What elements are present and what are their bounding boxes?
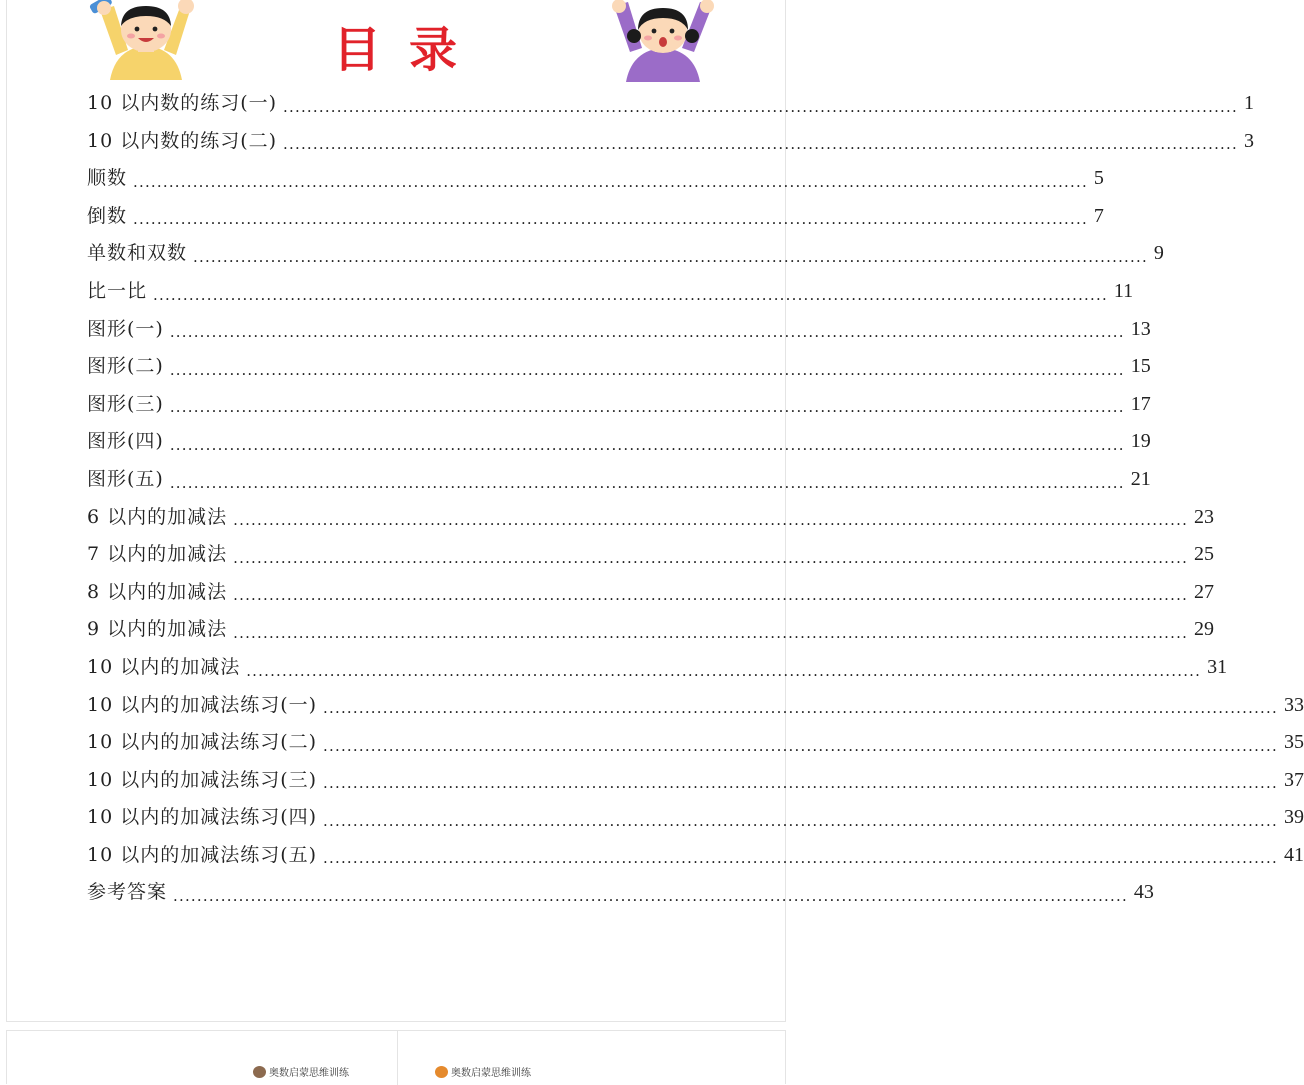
toc-entry-title: 倒数 bbox=[87, 204, 128, 227]
toc-entry[interactable] bbox=[87, 799, 1304, 837]
toc-entry-title: 顺数 bbox=[87, 167, 128, 190]
table-of-contents bbox=[87, 85, 1304, 912]
toc-entry[interactable] bbox=[87, 273, 1134, 311]
toc-entry-title: 10 以内的加减法练习(一) bbox=[87, 693, 318, 716]
page-divider bbox=[397, 1031, 398, 1085]
toc-entry-title: 6 以内的加减法 bbox=[87, 505, 228, 528]
toc-page-number: 11 bbox=[1113, 279, 1134, 302]
toc-page-number: 3 bbox=[1243, 129, 1254, 152]
toc-entry-title: 参考答案 bbox=[87, 881, 168, 904]
dot-leader: ································································································································································ bbox=[153, 289, 1108, 308]
toc-entry[interactable] bbox=[87, 386, 1151, 424]
dot-leader: ································································································································································ bbox=[173, 891, 1128, 910]
dot-leader: ································································································································································ bbox=[246, 665, 1202, 684]
toc-entry-title: 10 以内的加减法 bbox=[87, 655, 241, 678]
toc-entry-title: 图形(三) bbox=[87, 392, 164, 415]
toc-entry[interactable] bbox=[87, 499, 1215, 537]
toc-entry-title: 单数和双数 bbox=[87, 242, 188, 265]
toc-page-number: 17 bbox=[1130, 392, 1151, 415]
dot-leader: ································································································································································ bbox=[169, 364, 1125, 383]
toc-entry[interactable] bbox=[87, 574, 1215, 612]
tiger-icon bbox=[435, 1066, 448, 1078]
toc-entry[interactable] bbox=[87, 311, 1151, 349]
dot-leader: ································································································································································ bbox=[133, 214, 1088, 233]
dot-leader: ································································································································································ bbox=[233, 515, 1189, 534]
toc-entry[interactable] bbox=[87, 762, 1304, 800]
toc-page-number: 27 bbox=[1194, 580, 1215, 603]
toc-page-number: 1 bbox=[1243, 92, 1254, 114]
toc-entry-title: 图形(一) bbox=[87, 317, 164, 340]
toc-entry-title: 比一比 bbox=[87, 279, 148, 302]
toc-entry-title: 图形(五) bbox=[87, 467, 164, 490]
dot-leader: ································································································································································ bbox=[323, 740, 1278, 759]
toc-entry[interactable] bbox=[87, 724, 1304, 762]
toc-entry-title: 8 以内的加减法 bbox=[87, 580, 228, 603]
toc-entry[interactable] bbox=[87, 123, 1254, 161]
dot-leader: ································································································································································ bbox=[169, 439, 1125, 458]
dot-leader: ································································································································································ bbox=[283, 101, 1238, 120]
toc-page-number: 41 bbox=[1283, 843, 1304, 866]
toc-page-number: 35 bbox=[1283, 731, 1304, 754]
toc-entry-title: 10 以内数的练习(一) bbox=[87, 92, 278, 114]
toc-entry[interactable] bbox=[87, 536, 1215, 574]
toc-entry[interactable] bbox=[87, 198, 1104, 236]
toc-page-number: 39 bbox=[1283, 806, 1304, 829]
dot-leader: ································································································································································ bbox=[323, 853, 1278, 872]
toc-entry-title: 10 以内的加减法练习(三) bbox=[87, 768, 318, 791]
toc-entry[interactable] bbox=[87, 687, 1304, 725]
toc-entry-title: 10 以内的加减法练习(二) bbox=[87, 731, 318, 754]
dot-leader: ································································································································································ bbox=[323, 778, 1278, 797]
toc-page-number: 33 bbox=[1283, 693, 1304, 716]
toc-entry-title: 10 以内的加减法练习(五) bbox=[87, 843, 318, 866]
bear-icon bbox=[253, 1066, 266, 1078]
toc-entry[interactable] bbox=[87, 461, 1151, 499]
toc-entry[interactable] bbox=[87, 837, 1304, 875]
dot-leader: ································································································································································ bbox=[233, 627, 1189, 646]
footer-brand-left bbox=[253, 1064, 349, 1079]
toc-page-number: 15 bbox=[1130, 355, 1151, 378]
dot-leader: ································································································································································ bbox=[169, 477, 1125, 496]
toc-page-number: 43 bbox=[1133, 881, 1154, 904]
toc-entry-title: 图形(二) bbox=[87, 355, 164, 378]
brand-label: 奥数启蒙思维训练 bbox=[451, 1068, 531, 1079]
dot-leader: ································································································································································ bbox=[323, 815, 1278, 834]
toc-page-number: 23 bbox=[1194, 505, 1215, 528]
toc-entry[interactable] bbox=[87, 348, 1151, 386]
toc-page-number: 25 bbox=[1194, 543, 1215, 566]
toc-entry[interactable] bbox=[87, 423, 1151, 461]
toc-page-number: 19 bbox=[1130, 430, 1151, 453]
toc-page-number: 13 bbox=[1130, 317, 1151, 340]
footer-brand-right bbox=[435, 1064, 531, 1079]
dot-leader: ································································································································································ bbox=[283, 139, 1238, 158]
toc-entry-title: 图形(四) bbox=[87, 430, 164, 453]
toc-entry[interactable] bbox=[87, 874, 1154, 912]
dot-leader: ································································································································································ bbox=[169, 402, 1125, 421]
next-page-strip bbox=[6, 1030, 786, 1084]
toc-page-number: 21 bbox=[1130, 467, 1151, 490]
toc-entry[interactable] bbox=[87, 611, 1215, 649]
toc-entry[interactable] bbox=[87, 649, 1228, 687]
dot-leader: ································································································································································ bbox=[193, 251, 1148, 270]
toc-entry-title: 7 以内的加减法 bbox=[87, 543, 228, 566]
toc-entry-title: 9 以内的加减法 bbox=[87, 618, 228, 641]
brand-label: 奥数启蒙思维训练 bbox=[269, 1068, 349, 1079]
toc-page-number: 29 bbox=[1194, 618, 1215, 641]
toc-page-number: 9 bbox=[1153, 242, 1164, 265]
toc-entry[interactable] bbox=[87, 235, 1164, 273]
toc-entry[interactable] bbox=[87, 160, 1104, 198]
toc-page-number: 37 bbox=[1283, 768, 1304, 791]
dot-leader: ································································································································································ bbox=[233, 590, 1189, 609]
toc-page-number: 5 bbox=[1093, 167, 1104, 190]
toc-entry[interactable] bbox=[87, 85, 1254, 123]
dot-leader: ································································································································································ bbox=[169, 327, 1125, 346]
page-title: 目录 bbox=[332, 22, 485, 78]
toc-page-number: 7 bbox=[1093, 204, 1104, 227]
toc-entry-title: 10 以内的加减法练习(四) bbox=[87, 806, 318, 829]
toc-page-number: 31 bbox=[1207, 655, 1228, 678]
dot-leader: ································································································································································ bbox=[233, 552, 1189, 571]
toc-entry-title: 10 以内数的练习(二) bbox=[87, 129, 278, 152]
dot-leader: ································································································································································ bbox=[323, 703, 1278, 722]
dot-leader: ································································································································································ bbox=[133, 176, 1088, 195]
